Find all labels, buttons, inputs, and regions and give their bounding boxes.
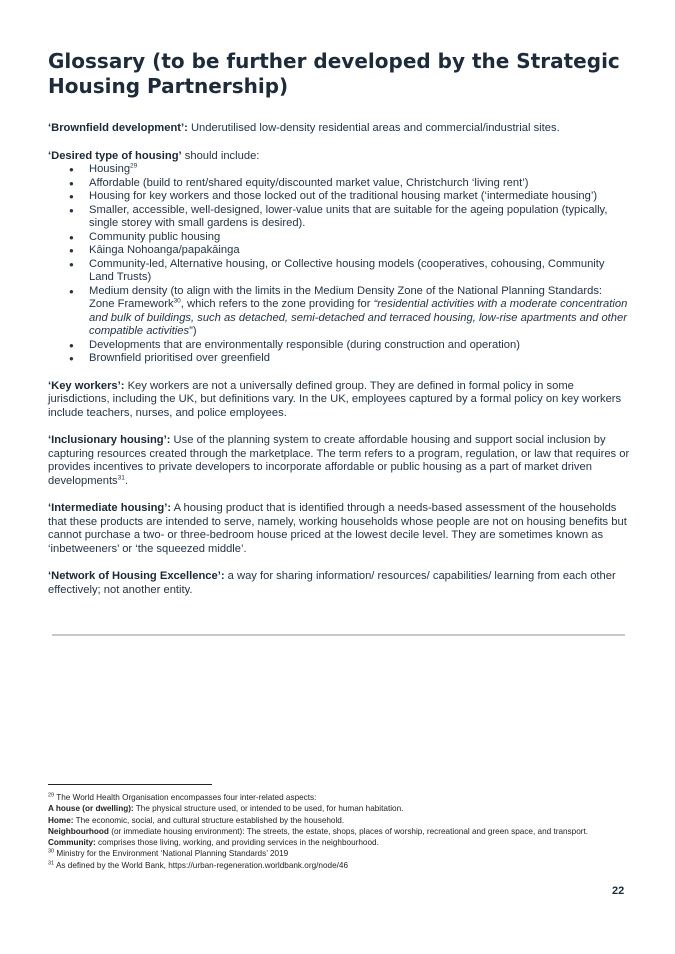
list-item: ● Medium density (to align with the limits in the Medium Density Zone of the National Planning Standards: Zone Framework$^{30}$, which refers to the zone providing for “residential activities with a moderate concentration and bulk of buildings, such as detached, semi-detached and terraced housing, low-rise apartments and other compatible activities”) xyxy=(48,285,630,339)
footnote-rule xyxy=(48,784,212,785)
glossary-definition: Underutilised low-density residential areas and commercial/industrial sites. xyxy=(187,122,560,134)
glossary-term: ‘Intermediate housing’: xyxy=(48,502,172,514)
list-item: ● Affordable (build to rent/shared equity/discounted market value, Christchurch ‘living rent’) xyxy=(48,177,630,191)
list-item: ● Housing for key workers and those locked out of the traditional housing market (‘intermediate housing’) xyxy=(48,190,630,204)
glossary-term: ‘Inclusionary housing’: xyxy=(48,434,171,446)
glossary-entry-key-workers xyxy=(48,380,630,421)
list-item: ● Community-led, Alternative housing, or Collective housing models (cooperatives, cohousing, Community Land Trusts) xyxy=(48,258,630,285)
glossary-entry-desired-housing xyxy=(48,150,630,366)
glossary-body xyxy=(48,122,630,611)
page-title: Glossary (to be further developed by the Strategic Housing Partnership) xyxy=(48,49,620,98)
glossary-entry-network xyxy=(48,570,630,597)
glossary-term: ‘Network of Housing Excellence’: xyxy=(48,570,225,582)
footnote-ref[interactable]: 30 xyxy=(173,297,181,305)
footnote-home: Home: The economic, social, and cultural structure established by the household. xyxy=(48,815,345,825)
page-number: 22 xyxy=(612,885,625,897)
glossary-definition: a way for sharing information/ resources/ capabilities/ learning from each other effectively; not another entity. xyxy=(48,570,616,596)
desired-housing-list xyxy=(48,163,630,366)
list-item: ● Community public housing xyxy=(48,231,630,245)
list-item: ● Kāinga Nohoanga/papakāinga xyxy=(48,244,630,258)
footnote-31: $^{31}$ As defined by the World Bank, https://urban-regeneration.worldbank.org/node/46 xyxy=(48,860,348,870)
footnotes xyxy=(48,792,628,871)
section-divider xyxy=(52,634,625,636)
footnote-30: $^{30}$ Ministry for the Environment ‘National Planning Standards’ 2019 xyxy=(48,848,289,859)
glossary-term: ‘Desired type of housing’ xyxy=(48,149,182,162)
glossary-entry-intermediate-housing xyxy=(48,502,630,556)
footnote-29: $^{29}$ The World Health Organisation encompasses four inter-related aspects: xyxy=(48,792,317,802)
glossary-definition: A housing product that is identified through a needs-based assessment of the households that these products are intended to serve, namely, working households whose people are not on housing benefits but cannot purchase a two- or three-bedroom house priced at the lowest decile level. They are sometimes known as ‘inbetweeners’ or ‘the squeezed middle’. xyxy=(48,502,627,555)
footnote-ref[interactable]: 31 xyxy=(117,473,125,481)
list-item: ● Housing$^{29}$ xyxy=(48,163,630,177)
list-item: ● Brownfield prioritised over greenfield xyxy=(48,352,630,366)
glossary-definition: Key workers are not a universally defined group. They are defined in formal policy in some jurisdictions, including the UK, but definitions vary. In the UK, employees captured by a formal policy on key workers include teachers, nurses, and police employees. xyxy=(48,379,622,419)
glossary-entry-inclusionary-housing: ‘Inclusionary housing’: Use of the planning system to create affordable housing and support social inclusion by capturing resources created through the marketplace. The term refers to a program, regulation, or law that requires or provides incentives to private developers to incorporate affordable or public housing as a part of market driven developments$^{31}$. xyxy=(48,434,630,487)
list-item: ● Developments that are environmentally responsible (during construction and operation) xyxy=(48,339,630,353)
glossary-definition: should include: xyxy=(181,149,260,162)
footnote-ref[interactable]: 29 xyxy=(130,162,138,170)
footnote-house: A house (or dwelling): The physical structure used, or intended to be used, for human habitation. xyxy=(48,804,404,814)
list-item: ● Smaller, accessible, well-designed, lower-value units that are suitable for the ageing population (typically, single storey with small gardens is desired). xyxy=(48,204,630,231)
glossary-term: ‘Key workers’: xyxy=(48,379,125,392)
footnote-community: Community: comprises those living, working, and providing services in the neighbourhood. xyxy=(48,838,379,848)
glossary-term: ‘Brownfield development’: xyxy=(48,122,188,134)
footnote-neighbourhood: Neighbourhood (or immediate housing environment): The streets, the estate, shops, places of worship, recreational and green space, and transport. xyxy=(48,826,589,836)
glossary-entry-brownfield xyxy=(48,122,630,136)
glossary-definition: Use of the planning system to create affordable housing and support social inclusion by capturing resources created through the marketplace. The term refers to a program, regulation, or law that requires or provides incentives to private developers to incorporate affordable or public housing as a part of market driven developments xyxy=(48,434,630,487)
